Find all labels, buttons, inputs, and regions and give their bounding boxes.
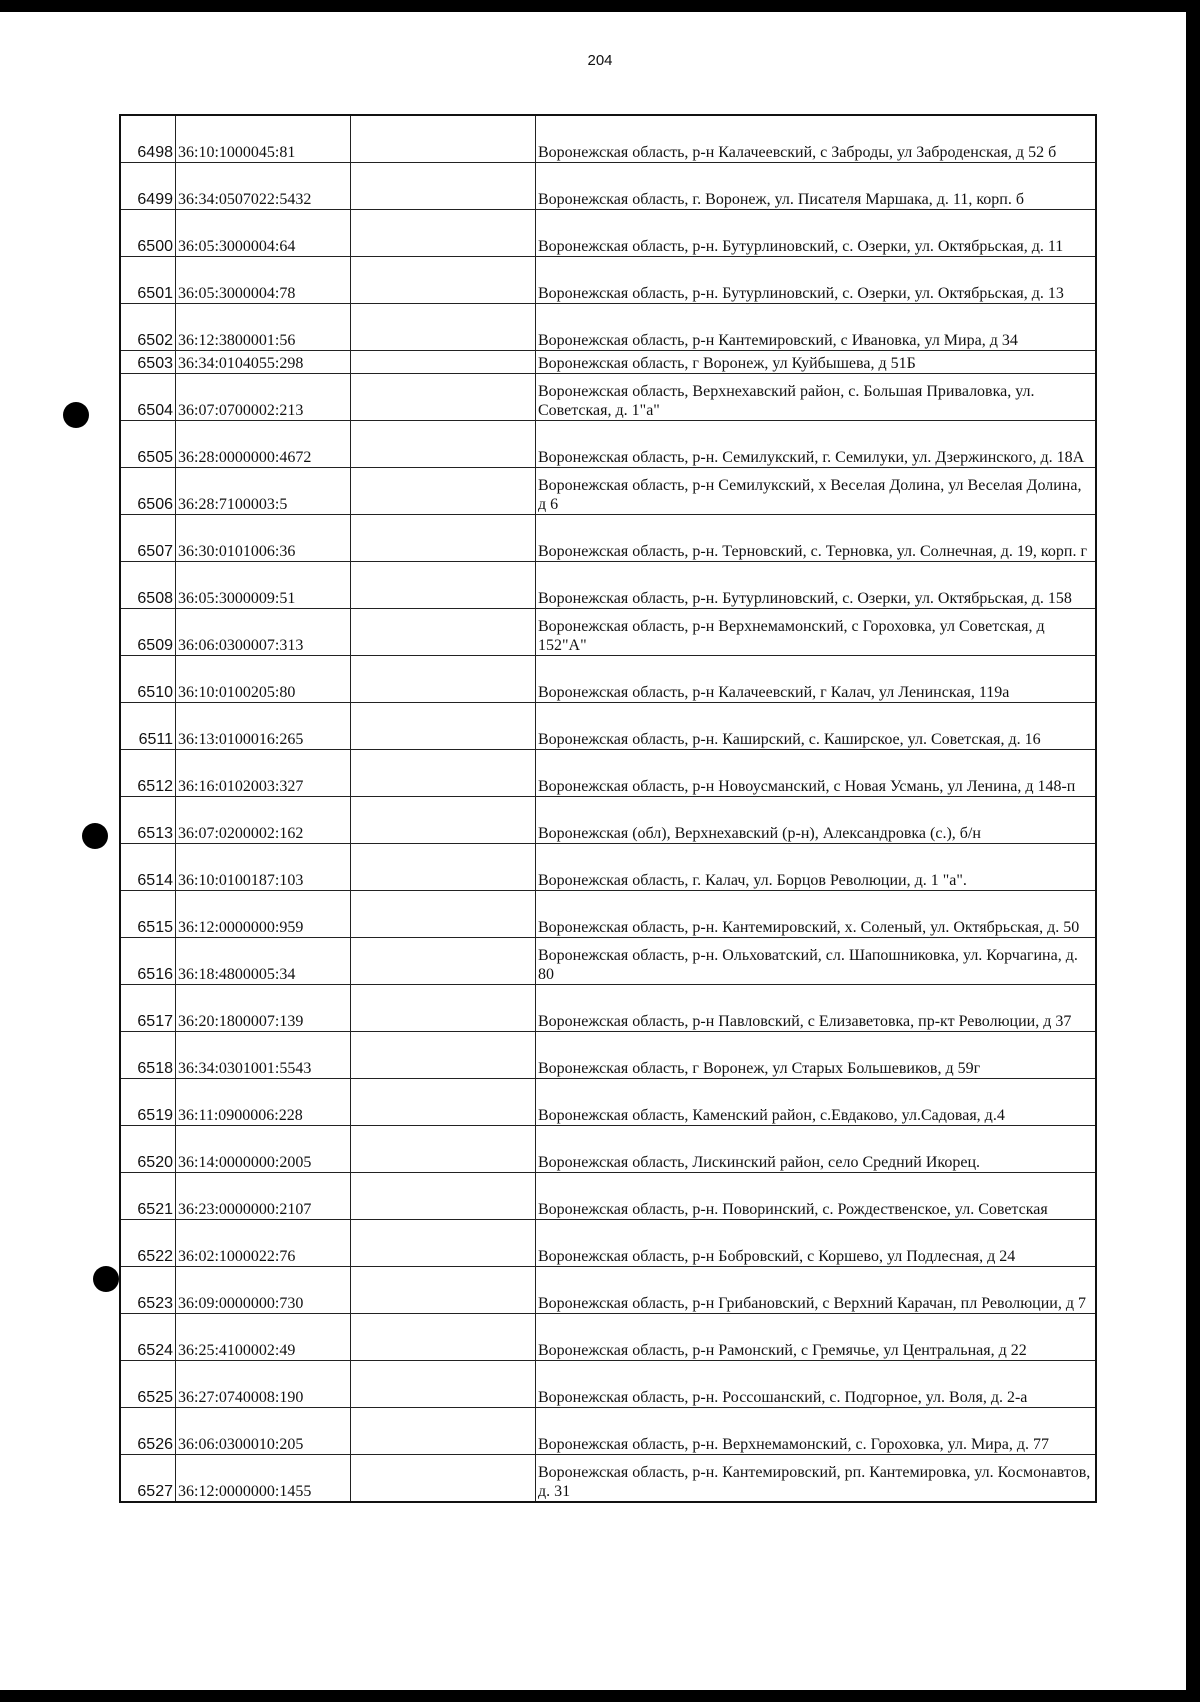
cadastral-number: 36:11:0900006:228 [176,1079,351,1126]
row-number: 6515 [120,891,176,938]
row-number: 6499 [120,163,176,210]
address: Воронежская область, р-н Верхнемамонский, с Гороховка, ул Советская, д 152"А" [536,609,1097,656]
address: Воронежская область, р-н. Верхнемамонский, с. Гороховка, ул. Мира, д. 77 [536,1408,1097,1455]
cadastral-number: 36:05:3000004:78 [176,257,351,304]
row-number: 6521 [120,1173,176,1220]
address: Воронежская область, р-н. Терновский, с. Терновка, ул. Солнечная, д. 19, корп. г [536,515,1097,562]
empty-cell [351,115,536,163]
table-row [120,257,1096,304]
address: Воронежская область, р-н. Семилукский, г. Семилуки, ул. Дзержинского, д. 18А [536,421,1097,468]
address: Воронежская область, р-н. Кантемировский, рп. Кантемировка, ул. Космонавтов, д. 31 [536,1455,1097,1503]
address: Воронежская область, Каменский район, с.Евдаково, ул.Садовая, д.4 [536,1079,1097,1126]
row-number: 6503 [120,351,176,374]
cadastral-number: 36:20:1800007:139 [176,985,351,1032]
empty-cell [351,1173,536,1220]
address: Воронежская область, р-н. Поворинский, с. Рождественское, ул. Советская [536,1173,1097,1220]
table-row [120,562,1096,609]
cadastral-number: 36:16:0102003:327 [176,750,351,797]
empty-cell [351,1361,536,1408]
table-row [120,1126,1096,1173]
row-number: 6522 [120,1220,176,1267]
address: Воронежская область, р-н Семилукский, х Веселая Долина, ул Веселая Долина, д 6 [536,468,1097,515]
cadastral-number: 36:09:0000000:730 [176,1267,351,1314]
table-row [120,844,1096,891]
empty-cell [351,1455,536,1503]
cadastral-number: 36:27:0740008:190 [176,1361,351,1408]
address: Воронежская область, р-н. Бутурлиновский, с. Озерки, ул. Октябрьская, д. 11 [536,210,1097,257]
row-number: 6512 [120,750,176,797]
row-number: 6519 [120,1079,176,1126]
table-row [120,304,1096,351]
row-number: 6504 [120,374,176,421]
table-row [120,938,1096,985]
cadastral-number: 36:12:0000000:1455 [176,1455,351,1503]
table-row [120,891,1096,938]
cadastral-number: 36:05:3000004:64 [176,210,351,257]
empty-cell [351,938,536,985]
scan-frame-right [1186,0,1200,1702]
empty-cell [351,750,536,797]
cadastral-number: 36:10:0100205:80 [176,656,351,703]
cadastral-number: 36:34:0507022:5432 [176,163,351,210]
table-row [120,468,1096,515]
table-row [120,1032,1096,1079]
row-number: 6505 [120,421,176,468]
punch-hole-3 [93,1266,119,1292]
address: Воронежская область, р-н Калачеевский, с Заброды, ул Заброденская, д 52 б [536,115,1097,163]
table-row [120,609,1096,656]
cadastral-number: 36:14:0000000:2005 [176,1126,351,1173]
cadastral-number: 36:13:0100016:265 [176,703,351,750]
address: Воронежская область, г. Воронеж, ул. Писателя Маршака, д. 11, корп. б [536,163,1097,210]
address: Воронежская область, р-н. Кантемировский, х. Соленый, ул. Октябрьская, д. 50 [536,891,1097,938]
row-number: 6500 [120,210,176,257]
cadastral-number: 36:10:0100187:103 [176,844,351,891]
cadastral-number: 36:30:0101006:36 [176,515,351,562]
empty-cell [351,656,536,703]
address: Воронежская область, р-н. Каширский, с. Каширское, ул. Советская, д. 16 [536,703,1097,750]
empty-cell [351,304,536,351]
registry-table [119,114,1097,1503]
table-row [120,1173,1096,1220]
registry-table-body [120,115,1096,1502]
address: Воронежская область, Лискинский район, село Средний Икорец. [536,1126,1097,1173]
address: Воронежская область, р-н Рамонский, с Гремячье, ул Центральная, д 22 [536,1314,1097,1361]
empty-cell [351,351,536,374]
address: Воронежская область, р-н. Бутурлиновский, с. Озерки, ул. Октябрьская, д. 13 [536,257,1097,304]
row-number: 6509 [120,609,176,656]
cadastral-number: 36:10:1000045:81 [176,115,351,163]
empty-cell [351,515,536,562]
row-number: 6507 [120,515,176,562]
address: Воронежская область, р-н Кантемировский, с Ивановка, ул Мира, д 34 [536,304,1097,351]
address: Воронежская область, р-н Новоусманский, с Новая Усмань, ул Ленина, д 148-п [536,750,1097,797]
table-row [120,1220,1096,1267]
scan-frame-bottom [0,1690,1200,1702]
table-row [120,210,1096,257]
table-row [120,115,1096,163]
empty-cell [351,1267,536,1314]
cadastral-number: 36:06:0300007:313 [176,609,351,656]
table-row [120,1267,1096,1314]
cadastral-number: 36:23:0000000:2107 [176,1173,351,1220]
cadastral-number: 36:05:3000009:51 [176,562,351,609]
row-number: 6510 [120,656,176,703]
row-number: 6506 [120,468,176,515]
scan-frame-top [0,0,1200,12]
empty-cell [351,562,536,609]
table-row [120,703,1096,750]
punch-hole-1 [63,402,89,428]
empty-cell [351,1032,536,1079]
cadastral-number: 36:34:0104055:298 [176,351,351,374]
table-row [120,985,1096,1032]
row-number: 6527 [120,1455,176,1503]
empty-cell [351,1220,536,1267]
table-row [120,656,1096,703]
punch-hole-2 [82,823,108,849]
address: Воронежская область, р-н Калачеевский, г Калач, ул Ленинская, 119а [536,656,1097,703]
cadastral-number: 36:28:0000000:4672 [176,421,351,468]
cadastral-number: 36:02:1000022:76 [176,1220,351,1267]
row-number: 6517 [120,985,176,1032]
empty-cell [351,844,536,891]
row-number: 6502 [120,304,176,351]
cadastral-number: 36:34:0301001:5543 [176,1032,351,1079]
address: Воронежская область, р-н. Бутурлиновский, с. Озерки, ул. Октябрьская, д. 158 [536,562,1097,609]
address: Воронежская область, р-н Павловский, с Елизаветовка, пр-кт Революции, д 37 [536,985,1097,1032]
row-number: 6523 [120,1267,176,1314]
table-row [120,1314,1096,1361]
table-row [120,163,1096,210]
empty-cell [351,1314,536,1361]
address: Воронежская область, р-н Грибановский, с Верхний Карачан, пл Революции, д 7 [536,1267,1097,1314]
table-row [120,797,1096,844]
row-number: 6524 [120,1314,176,1361]
row-number: 6513 [120,797,176,844]
empty-cell [351,257,536,304]
address: Воронежская область, Верхнехавский район, с. Большая Приваловка, ул. Советская, д. 1"а" [536,374,1097,421]
page-number: 204 [587,52,613,69]
table-row [120,1079,1096,1126]
table-row [120,515,1096,562]
address: Воронежская (обл), Верхнехавский (р-н), Александровка (с.), б/н [536,797,1097,844]
address: Воронежская область, г. Калач, ул. Борцов Революции, д. 1 "а". [536,844,1097,891]
address: Воронежская область, р-н. Россошанский, с. Подгорное, ул. Воля, д. 2-а [536,1361,1097,1408]
empty-cell [351,1126,536,1173]
row-number: 6526 [120,1408,176,1455]
empty-cell [351,1079,536,1126]
address: Воронежская область, р-н. Ольховатский, сл. Шапошниковка, ул. Корчагина, д. 80 [536,938,1097,985]
empty-cell [351,210,536,257]
table-row [120,1408,1096,1455]
table-row [120,421,1096,468]
cadastral-number: 36:25:4100002:49 [176,1314,351,1361]
address: Воронежская область, г Воронеж, ул Куйбышева, д 51Б [536,351,1097,374]
address: Воронежская область, г Воронеж, ул Старых Большевиков, д 59г [536,1032,1097,1079]
cadastral-number: 36:07:0700002:213 [176,374,351,421]
cadastral-number: 36:06:0300010:205 [176,1408,351,1455]
row-number: 6525 [120,1361,176,1408]
cadastral-number: 36:28:7100003:5 [176,468,351,515]
empty-cell [351,985,536,1032]
row-number: 6501 [120,257,176,304]
empty-cell [351,703,536,750]
row-number: 6518 [120,1032,176,1079]
row-number: 6514 [120,844,176,891]
empty-cell [351,609,536,656]
address: Воронежская область, р-н Бобровский, с Коршево, ул Подлесная, д 24 [536,1220,1097,1267]
row-number: 6498 [120,115,176,163]
empty-cell [351,797,536,844]
row-number: 6511 [120,703,176,750]
table-row [120,374,1096,421]
table-row [120,1361,1096,1408]
row-number: 6520 [120,1126,176,1173]
empty-cell [351,421,536,468]
row-number: 6508 [120,562,176,609]
cadastral-number: 36:12:3800001:56 [176,304,351,351]
cadastral-number: 36:12:0000000:959 [176,891,351,938]
cadastral-number: 36:18:4800005:34 [176,938,351,985]
empty-cell [351,374,536,421]
empty-cell [351,468,536,515]
table-row [120,750,1096,797]
empty-cell [351,1408,536,1455]
table-row [120,351,1096,374]
empty-cell [351,163,536,210]
empty-cell [351,891,536,938]
cadastral-number: 36:07:0200002:162 [176,797,351,844]
table-row [120,1455,1096,1503]
row-number: 6516 [120,938,176,985]
